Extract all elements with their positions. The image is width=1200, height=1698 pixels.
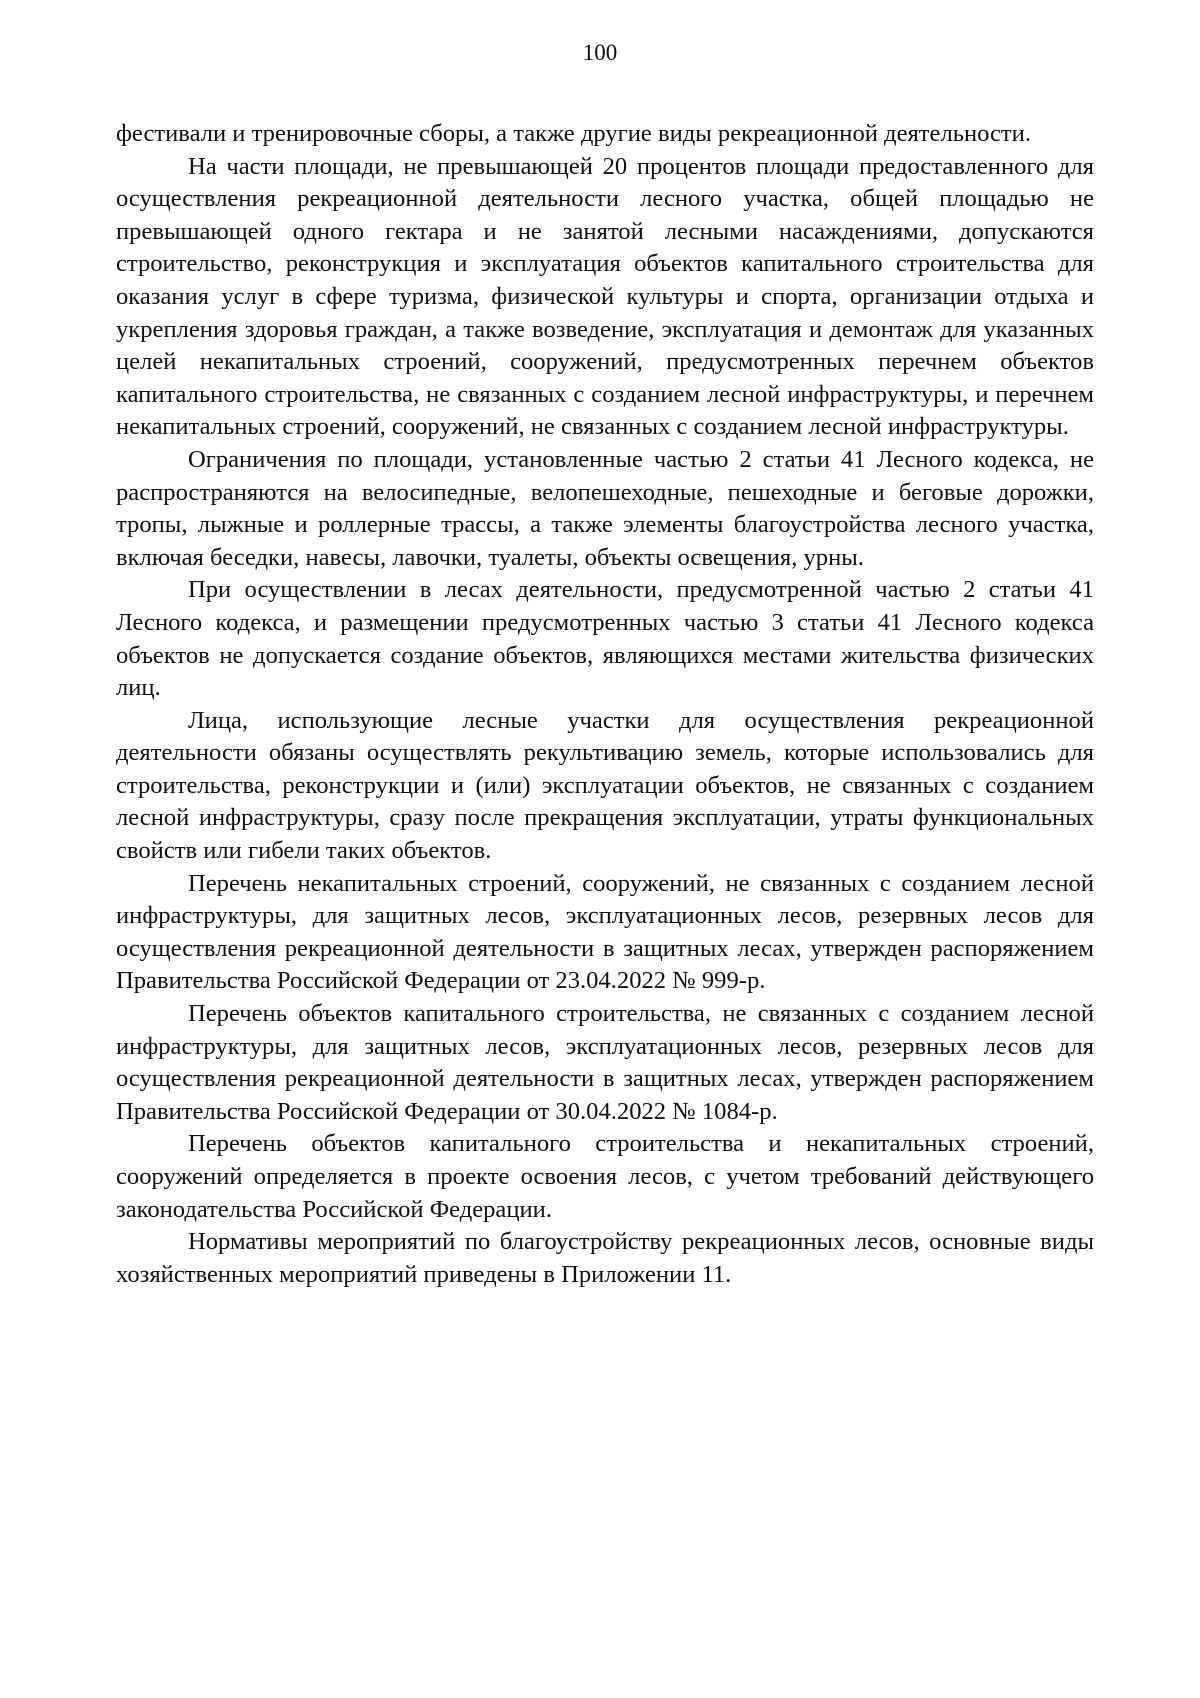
- paragraph-construction-limits: На части площади, не превышающей 20 процентов площади предоставленного для осуществления рекреационной деятельности лесного участка, общей площадью не превышающей одного гектара и не занятой лесными насаждениями, допускаются строительство, реконструкция и эксплуатация объектов капитального строительства для оказания услуг в сфере туризма, физической культуры и спорта, организации отдыха и укрепления здоровья граждан, а также возведение, эксплуатация и демонтаж для указанных целей некапитальных строений, сооружений, предусмотренных перечнем объектов капитального строительства, не связанных с созданием лесной инфраструктуры, и перечнем некапитальных строений, сооружений, не связанных с созданием лесной инфраструктуры.: [116, 152, 1094, 441]
- paragraph-project-list: Перечень объектов капитального строительства и некапитальных строений, сооружений определяется в проекте освоения лесов, с учетом требований действующего законодательства Российской Федерации.: [116, 1130, 1094, 1223]
- paragraph-continuation: фестивали и тренировочные сборы, а также другие виды рекреационной деятельности.: [116, 120, 1031, 147]
- paragraph-noncapital-list: Перечень некапитальных строений, сооружений, не связанных с созданием лесной инфраструктуры, для защитных лесов, эксплуатационных лесов, резервных лесов для осуществления рекреационной деятельности в защитных лесах, утвержден распоряжением Правительства Российской Федерации от 23.04.2022 № 999-р.: [116, 869, 1094, 995]
- paragraph-residence-prohibition: При осуществлении в лесах деятельности, предусмотренной частью 2 статьи 41 Лесного кодекса, и размещении предусмотренных частью 3 статьи 41 Лесного кодекса объектов не допускается создание объектов, являющихся местами жительства физических лиц.: [116, 576, 1094, 702]
- paragraph-recultivation: Лица, использующие лесные участки для осуществления рекреационной деятельности обязаны осуществлять рекультивацию земель, которые использовались для строительства, реконструкции и (или) эксплуатации объектов, не связанных с созданием лесной инфраструктуры, сразу после прекращения эксплуатации, утраты функциональных свойств или гибели таких объектов.: [116, 706, 1094, 865]
- document-body: [116, 118, 1094, 1291]
- paragraph-appendix-reference: Нормативы мероприятий по благоустройству рекреационных лесов, основные виды хозяйственных мероприятий приведены в Приложении 11.: [116, 1228, 1094, 1288]
- paragraph-capital-list: Перечень объектов капитального строительства, не связанных с созданием лесной инфраструктуры, для защитных лесов, эксплуатационных лесов, резервных лесов для осуществления рекреационной деятельности в защитных лесах, утвержден распоряжением Правительства Российской Федерации от 30.04.2022 № 1084-р.: [116, 1000, 1094, 1125]
- paragraph-area-restrictions: Ограничения по площади, установленные частью 2 статьи 41 Лесного кодекса, не распространяются на велосипедные, велопешеходные, пешеходные и беговые дорожки, тропы, лыжные и роллерные трассы, а также элементы благоустройства лесного участка, включая беседки, навесы, лавочки, туалеты, объекты освещения, урны.: [116, 445, 1094, 571]
- page-number: 100: [582, 40, 618, 65]
